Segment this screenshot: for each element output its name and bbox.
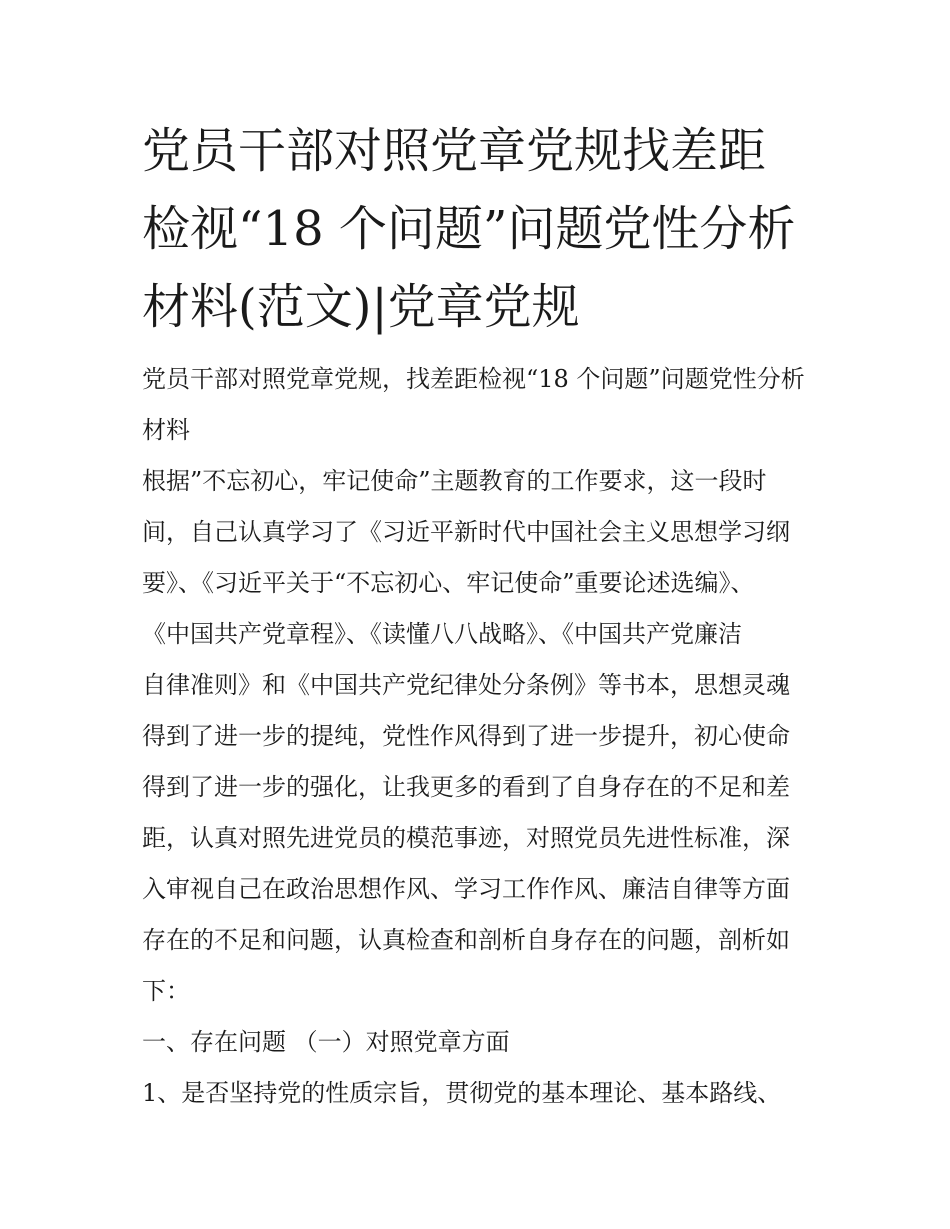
subtitle-line: 材料 [142, 416, 190, 444]
body-line: 得到了进一步的提纯，党性作风得到了进一步提升，初心使命 [142, 722, 790, 750]
body-line: 自律准则》和《中国共产党纪律处分条例》等书本，思想灵魂 [142, 671, 790, 699]
body-line: 距，认真对照先进党员的模范事迹，对照党员先进性标准，深 [142, 824, 790, 852]
section-heading: 一、存在问题 （一）对照党章方面 [142, 1028, 510, 1056]
body-line: 根据”不忘初心，牢记使命”主题教育的工作要求，这一段时 [142, 467, 767, 495]
subtitle-line: 党员干部对照党章党规，找差距检视“18 个问题”问题党性分析 [142, 365, 805, 393]
body-line: 存在的不足和问题，认真检查和剖析自身存在的问题，剖析如 [142, 926, 790, 954]
body-line: 要》、《习近平关于“不忘初心、牢记使命”重要论述选编》、 [142, 569, 755, 597]
body-line: 得到了进一步的强化，让我更多的看到了自身存在的不足和差 [142, 773, 790, 801]
list-item: 1、是否坚持党的性质宗旨，贯彻党的基本理论、基本路线、 [142, 1079, 782, 1107]
title-line: 党员干部对照党章党规找差距 [142, 123, 767, 179]
body-line: 入审视自己在政治思想作风、学习工作作风、廉洁自律等方面 [142, 875, 790, 903]
title-line: 检视“18 个问题”问题党性分析 [142, 201, 796, 257]
body-line: 《中国共产党章程》、《读懂八八战略》、《中国共产党廉洁 [142, 620, 742, 648]
title-line: 材料(范文)|党章党规 [142, 279, 580, 335]
document-title [142, 112, 822, 346]
body-line: 下： [142, 977, 190, 1005]
body-line: 间，自己认真学习了《习近平新时代中国社会主义思想学习纲 [142, 518, 790, 546]
document-body [142, 354, 822, 1119]
